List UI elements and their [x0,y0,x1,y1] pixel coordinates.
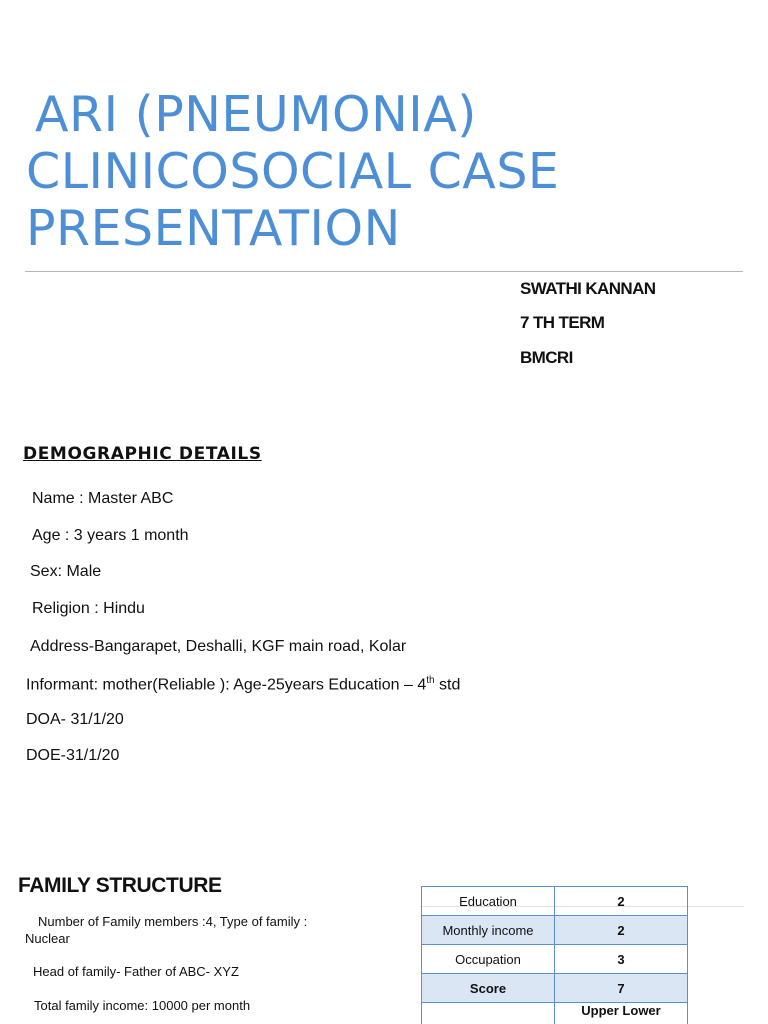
informant-text: Informant: mother(Reliable ): Age-25years Education – 4 [26,676,427,694]
date-of-examination: DOE-31/1/20 [26,747,120,764]
monthly-income-label: Monthly income [422,916,555,945]
total-score-label: Score [422,974,555,1003]
total-family-income: Total family income: 10000 per month [34,998,251,1013]
title-line-1: ARI (PNEUMONIA) [35,86,477,143]
family-type-line: Nuclear [25,931,70,946]
patient-sex: Sex: Male [30,563,102,580]
head-of-family: Head of family- Father of ABC- XYZ [33,964,239,979]
table-row [422,1003,688,1024]
title-divider [25,271,743,272]
table-row [422,945,688,974]
title-slide [0,0,768,410]
education-label: Education [422,887,555,916]
table-row [422,974,688,1003]
informant-text-end: std [434,676,461,694]
demographics-slide [0,410,768,850]
total-score-value: 7 [555,974,688,1003]
education-score: 2 [555,887,688,916]
author-name: SWATHI KANNAN [520,279,656,298]
informant-superscript: th [426,675,435,686]
patient-name: Name : Master ABC [32,490,174,507]
author-institution: BMCRI [520,348,573,367]
occupation-label: Occupation [422,945,555,974]
title-line-2: CLINICOSOCIAL CASE [26,143,560,200]
class-label [422,1003,555,1024]
patient-religion: Religion : Hindu [32,600,145,617]
presentation-title [26,86,559,257]
patient-address: Address-Bangarapet, Deshalli, KGF main road, Kolar [30,638,407,655]
table-row [422,887,688,916]
family-structure-slide [0,850,768,1024]
demographics-heading: DEMOGRAPHIC DETAILS [23,444,262,464]
occupation-score: 3 [555,945,688,974]
author-term: 7 TH TERM [520,313,605,332]
family-structure-heading: FAMILY STRUCTURE [18,874,222,897]
monthly-income-score: 2 [555,916,688,945]
informant-details [26,675,460,694]
patient-age: Age : 3 years 1 month [32,527,189,544]
family-members-line: Number of Family members :4, Type of family : [38,914,308,929]
title-line-3: PRESENTATION [26,200,401,257]
table-row [422,916,688,945]
socioeconomic-status-table [421,886,688,1024]
ses-class-value: Upper Lower [555,1003,688,1024]
date-of-admission: DOA- 31/1/20 [26,711,124,728]
